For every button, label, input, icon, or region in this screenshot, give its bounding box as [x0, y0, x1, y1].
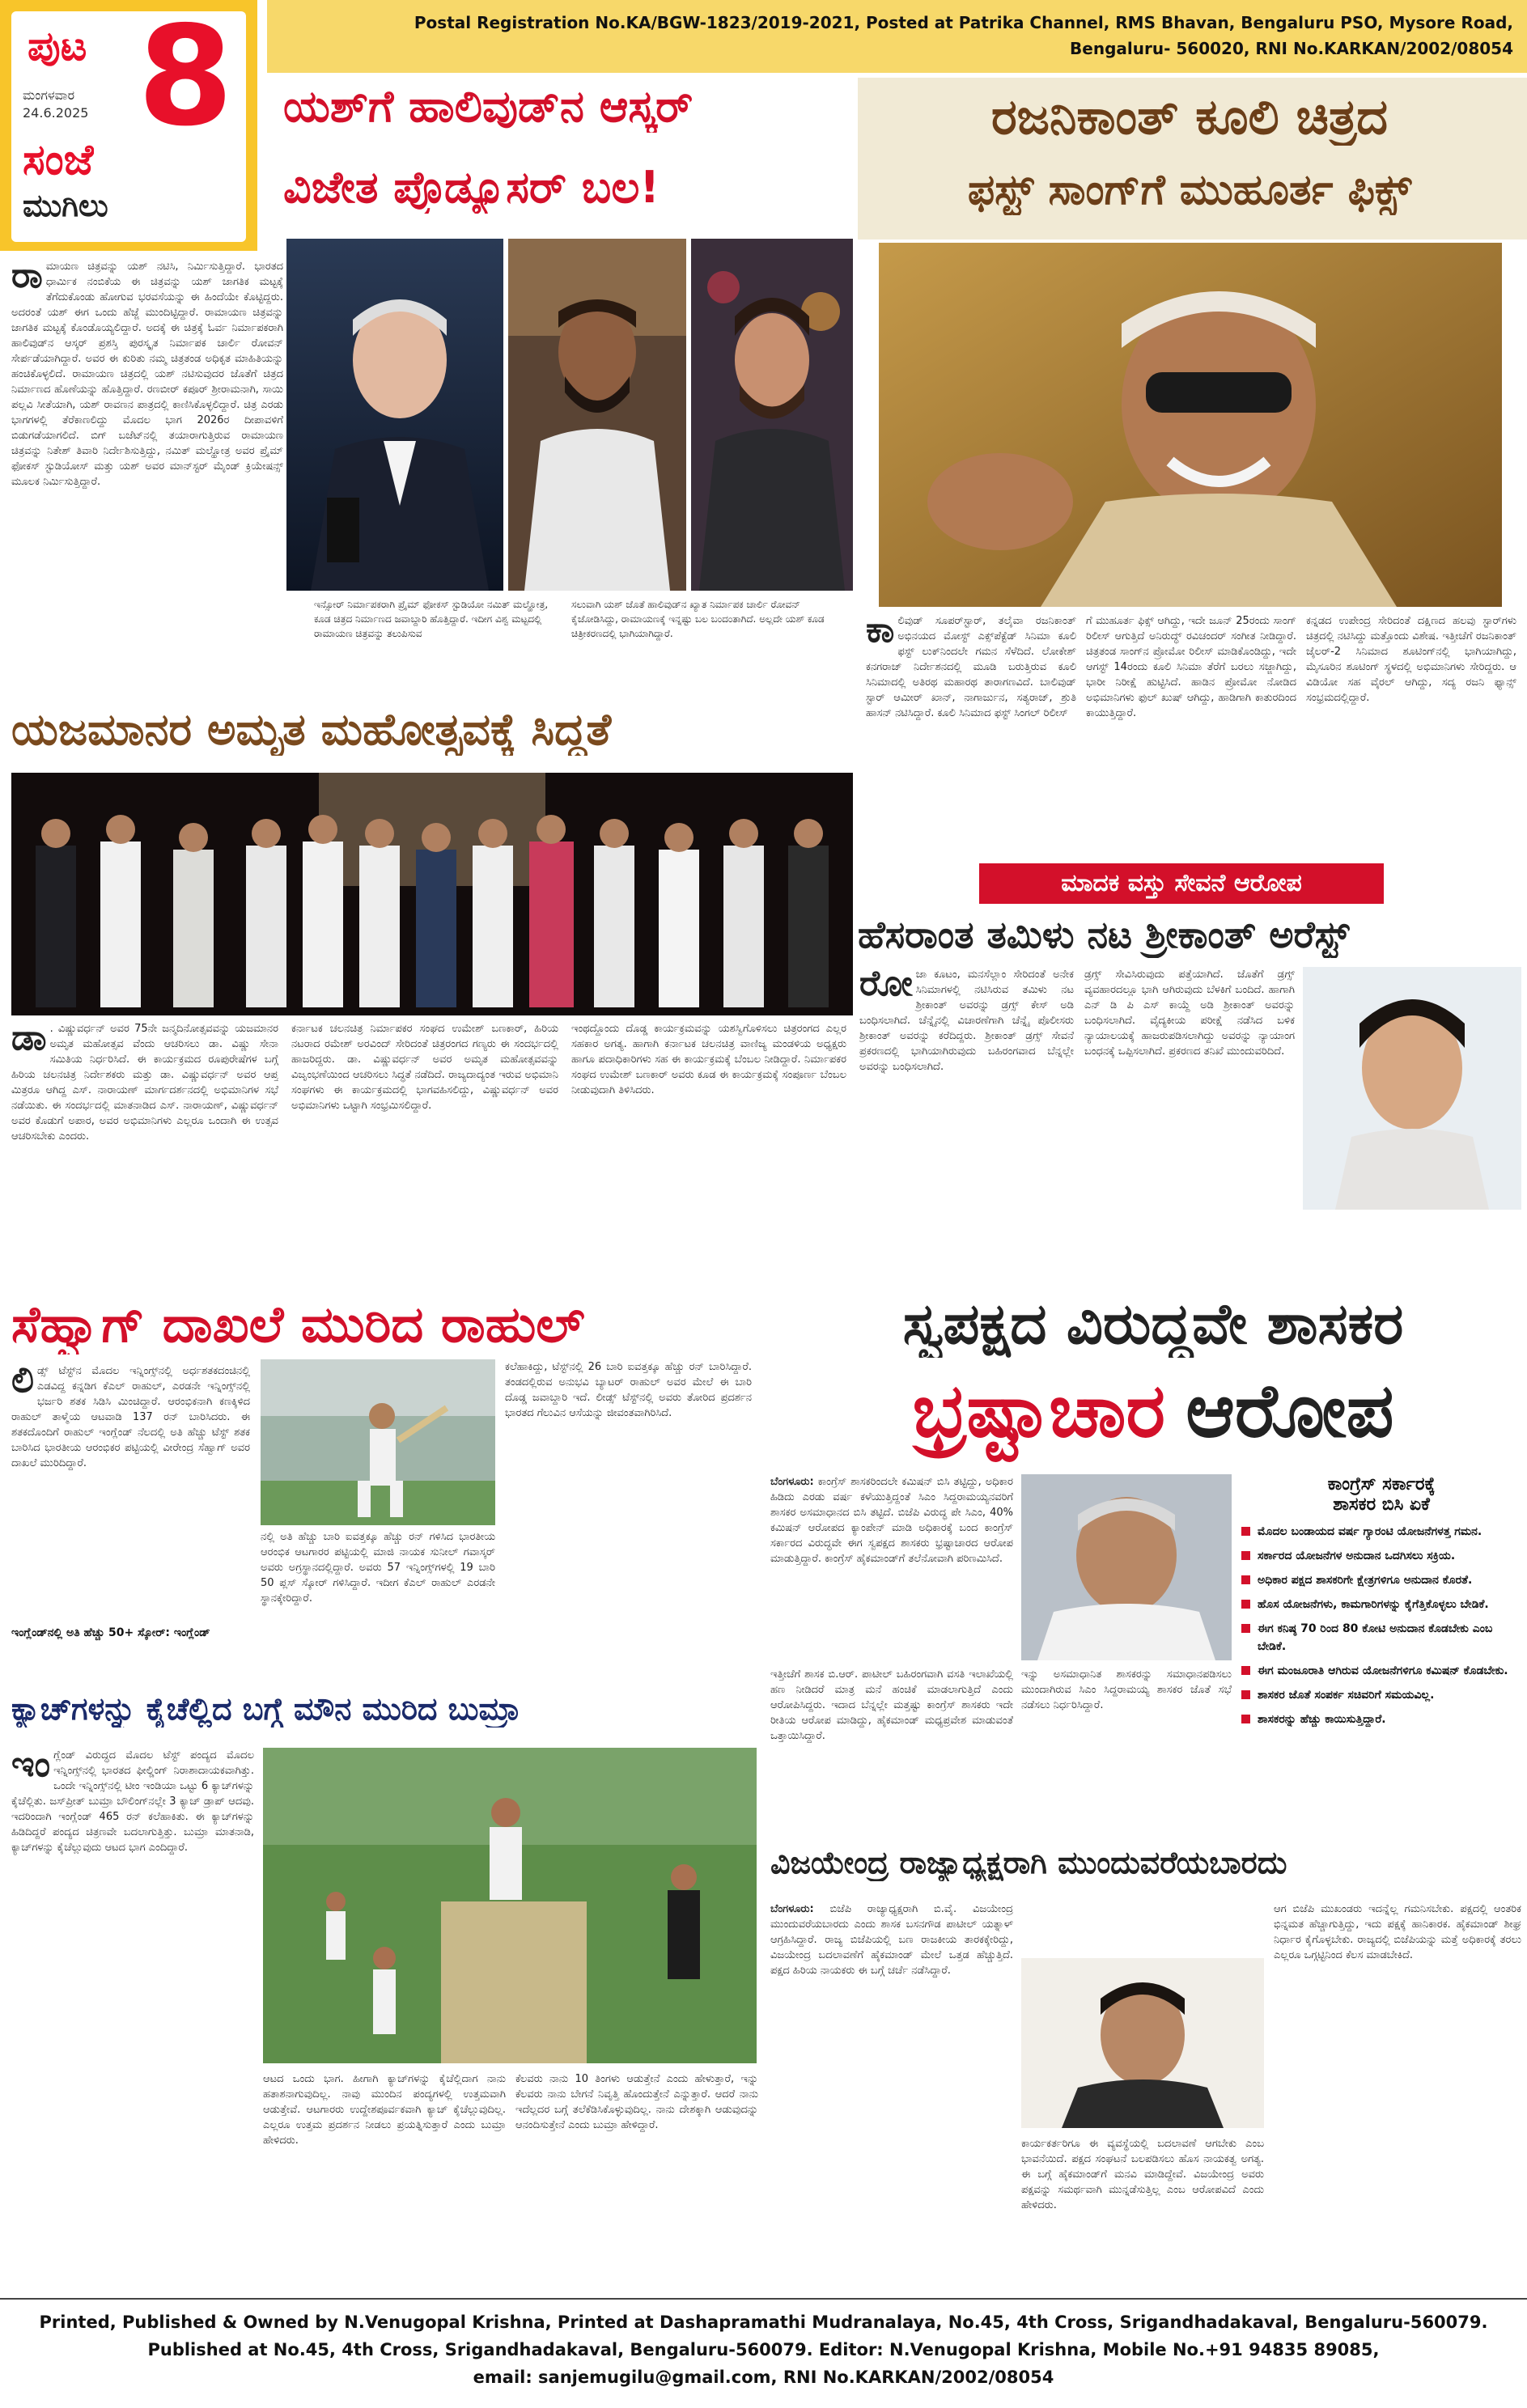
srikanth-tag: ಮಾದಕ ವಸ್ತು ಸೇವನೆ ಆರೋಪ: [979, 863, 1384, 904]
vijayendra-col1: [770, 1901, 1013, 2274]
swapaksha-headline-red: ಭ್ರಷ್ಟಾಚಾರ: [912, 1367, 1166, 1454]
yajamana-col2: ಕರ್ನಾಟಕ ಚಲನಚಿತ್ರ ನಿರ್ಮಾಪಕರ ಸಂಘದ ಉಮೇಶ್ ಬಣಕಾರ್, ಹಿರಿಯ ನಟರಾದ ರಮೇಶ್ ಅರವಿಂದ್ ಸೇರಿದಂತೆ ಚಿತ್ರರಂಗದ ಗಣ್ಯರು ಈ ಸಂದರ್ಭದಲ್ಲಿ ಹಾಜರಿದ್ದರು. ಡಾ. ವಿಷ್ಣುವರ್ಧನ್ ಅವರ ಅಮೃತ ಮಹೋತ್ಸವವನ್ನು ವಿಜೃಂಭಣೆಯಿಂದ ಆಚರಿಸಲು ಸಿದ್ಧತೆ ನಡೆದಿದೆ. ರಾಜ್ಯದಾದ್ಯಂತ ಇರುವ ಅಭಿಮಾನಿ ಸಂಘಗಳು ಈ ಕಾರ್ಯಕ್ರಮದಲ್ಲಿ ಭಾಗವಹಿಸಲಿದ್ದು, ವಿಷ್ಣುವರ್ಧನ್ ಅವರ ಅಭಿಮಾನಿಗಳು ಒಟ್ಟಾಗಿ ಸಂಭ್ರಮಿಸಲಿದ್ದಾರೆ.: [291, 1023, 558, 1112]
yash-drop-cap: ರಾ: [11, 259, 43, 296]
rajini-headline-line2: ಫಸ್ಟ್ ಸಾಂಗ್‌ಗೆ ಮುಹೂರ್ತ ಫಿಕ್ಸ್: [967, 166, 1412, 214]
yash-body-text: ಮಾಯಣ ಚಿತ್ರವನ್ನು ಯಶ್ ನಟಿಸಿ, ನಿರ್ಮಿಸುತ್ತಿದ್ದಾರೆ. ಭಾರತದ ಧಾರ್ಮಿಕ ನಂಬಿಕೆಯ ಈ ಚಿತ್ರವನ್ನು ಯಶ್ ಜಾಗತಿಕ ಮಟ್ಟಕ್ಕೆ ತೆಗೆದುಕೊಂಡು ಹೋಗುವ ಭರವಸೆಯನ್ನು ಈ ಹಿಂದೆಯೇ ಕೊಟ್ಟಿದ್ದರು. ಅದರಂತೆ ಯಶ್ ಈಗ ಒಂದು ಹೆಜ್ಜೆ ಮುಂದಿಟ್ಟಿದ್ದಾರೆ. ರಾಮಾಯಣ ಚಿತ್ರವನ್ನು ಜಾಗತಿಕ ಮಟ್ಟಕ್ಕೆ ಕೊಂಡೊಯ್ಯಲಿದ್ದಾರೆ. ಅದಕ್ಕೆ ಈ ಚಿತ್ರಕ್ಕೆ ಓರ್ವ ನಿರ್ಮಾಪಕರಾಗಿ ಹಾಲಿವುಡ್‌ನ ಆಸ್ಕರ್ ಪ್ರಶಸ್ತಿ ಪುರಸ್ಕೃತ ನಿರ್ಮಾಪಕ ಚಾರ್ಲಿ ರೋವನ್ ಸೇರ್ಪಡೆಯಾಗಿದ್ದಾರೆ. ಅವರ ಈ ಕುರಿತು ನಮ್ಮ ಚಿತ್ರತಂಡ ಅಧಿಕೃತ ಮಾಹಿತಿಯನ್ನು ಹಂಚಿಕೊಳ್ಳಲಿದೆ. ರಾಮಾಯಣ ಚಿತ್ರದಲ್ಲಿ ಯಶ್ ನಟಿಸುವುದರ ಜೊತೆಗೆ ಚಿತ್ರದ ನಿರ್ಮಾಣದ ಹೊಣೆಯನ್ನು ಹೊತ್ತಿದ್ದಾರೆ. ರಣಬೀರ್ ಕಪೂರ್ ಶ್ರೀರಾಮನಾಗಿ, ಸಾಯಿ ಪಲ್ಲವಿ ಸೀತೆಯಾಗಿ, ಯಶ್ ರಾವಣನ ಪಾತ್ರದಲ್ಲಿ ಕಾಣಿಸಿಕೊಳ್ಳಲಿದ್ದಾರೆ. ಚಿತ್ರ ಎರಡು ಭಾಗಗಳಲ್ಲಿ ತೆರೆಕಾಣಲಿದ್ದು ಮೊದಲ ಭಾಗ 2026ರ ದೀಪಾವಳಿಗೆ ಬಿಡುಗಡೆಯಾಗಲಿದೆ. ಬಿಗ್ ಬಜೆಟ್‌ನಲ್ಲಿ ತಯಾರಾಗುತ್ತಿರುವ ರಾಮಾಯಣ ಚಿತ್ರವನ್ನು ನಿತೇಶ್ ತಿವಾರಿ ನಿರ್ದೇಶಿಸುತ್ತಿದ್ದು, ನಮಿತ್ ಮಲ್ಹೋತ್ರ ಅವರ ಪ್ರೈಮ್ ಫೋಕಸ್ ಸ್ಟುಡಿಯೋಸ್ ಮತ್ತು ಯಶ್ ಅವರ ಮಾನ್‌ಸ್ಟರ್ ಮೈಂಡ್ ಕ್ರಿಯೇಷನ್ಸ್ ಮೂಲಕ ನಿರ್ಮಿಸುತ್ತಿದ್ದಾರೆ.: [11, 261, 283, 488]
sidebar-bullet-item: ಅಧಿಕಾರ ಪಕ್ಷದ ಶಾಸಕರಿಗೇ ಕ್ಷೇತ್ರಗಳಿಗೂ ಅನುದಾನ ಕೊರತೆ.: [1241, 1571, 1521, 1589]
puta-label: ಪುಟ: [28, 23, 87, 70]
srikanth-col1: [859, 967, 1074, 1287]
srikanth-col2: ಡ್ರಗ್ಸ್ ಸೇವಿಸಿರುವುದು ಪತ್ತೆಯಾಗಿದೆ. ಜೊತೆಗೆ ಡ್ರಗ್ಸ್ ವ್ಯವಹಾರದಲ್ಲೂ ಭಾಗಿ ಆಗಿರುವುದು ಬೆಳಕಿಗೆ ಬಂದಿದೆ. ಹಾಗಾಗಿ ಎನ್ ಡಿ ಪಿ ಎಸ್ ಕಾಯ್ದೆ ಅಡಿ ಶ್ರೀಕಾಂತ್ ಅವರನ್ನು ಬಂಧಿಸಲಾಗಿದೆ. ವೈದ್ಯಕೀಯ ಪರೀಕ್ಷೆ ನಡೆಸಿದ ಬಳಿಕ ನ್ಯಾಯಾಲಯಕ್ಕೆ ಹಾಜರುಪಡಿಸಲಾಗಿದ್ದು ಅವರನ್ನು ನ್ಯಾಯಾಂಗ ಬಂಧನಕ್ಕೆ ಒಪ್ಪಿಸಲಾಗಿದೆ. ಪ್ರಕರಣದ ತನಿಖೆ ಮುಂದುವರಿದಿದೆ.: [1084, 969, 1295, 1058]
vijayendra-dateline: ಬೆಂಗಳೂರು:: [770, 1903, 814, 1915]
yajamana-col3: ಇಂಥದ್ದೊಂದು ದೊಡ್ಡ ಕಾರ್ಯಕ್ರಮವನ್ನು ಯಶಸ್ವಿಗೊಳಿಸಲು ಚಿತ್ರರಂಗದ ಎಲ್ಲರ ಸಹಕಾರ ಅಗತ್ಯ. ಹಾಗಾಗಿ ಕರ್ನಾಟಕ ಚಲನಚಿತ್ರ ವಾಣಿಜ್ಯ ಮಂಡಳಿಯ ಅಧ್ಯಕ್ಷರು ಹಾಗೂ ಪದಾಧಿಕಾರಿಗಳು ಸಹ ಈ ಕಾರ್ಯಕ್ರಮಕ್ಕೆ ಬೆಂಬಲ ನೀಡಿದ್ದಾರೆ. ನಿರ್ಮಾಪಕರ ಸಂಘದ ಉಮೇಶ್ ಬಣಕಾರ್ ಅವರು ಕೂಡ ಈ ಕಾರ್ಯಕ್ರಮಕ್ಕೆ ಸಂಪೂರ್ಣ ಬೆಂಬಲ ನೀಡುವುದಾಗಿ ತಿಳಿಸಿದರು.: [571, 1023, 846, 1096]
vijayendra-col3: ಆಗ ಬಿಜೆಪಿ ಮುಖಂಡರು ಇದನ್ನೆಲ್ಲ ಗಮನಿಸಬೇಕು. ಪಕ್ಷದಲ್ಲಿ ಆಂತರಿಕ ಭಿನ್ನಮತ ಹೆಚ್ಚಾಗುತ್ತಿದ್ದು, ಇದು ಪಕ್ಷಕ್ಕೆ ಹಾನಿಕಾರಕ. ಹೈಕಮಾಂಡ್ ಶೀಘ್ರ ನಿರ್ಧಾರ ಕೈಗೊಳ್ಳಬೇಕು. ರಾಜ್ಯದಲ್ಲಿ ಬಿಜೆಪಿಯನ್ನು ಮತ್ತೆ ಅಧಿಕಾರಕ್ಕೆ ತರಲು ಎಲ್ಲರೂ ಒಗ್ಗಟ್ಟಿನಿಂದ ಕೆಲಸ ಮಾಡಬೇಕಿದೆ.: [1274, 1903, 1521, 1961]
sehwag-stat: ಇಂಗ್ಲೆಂಡ್‌ನಲ್ಲಿ ಅತಿ ಹೆಚ್ಚು 50+ ಸ್ಕೋರ್: ಇಂಗ್ಲೆಂಡ್: [11, 1626, 210, 1639]
sidebar-bullet-item: ಈಗ ಮಂಜೂರಾತಿ ಆಗಿರುವ ಯೋಜನೆಗಳಿಗೂ ಕಮಿಷನ್ ಕೊಡಬೇಕು.: [1241, 1662, 1521, 1680]
rajini-col2: ಗೆ ಮುಹೂರ್ತ ಫಿಕ್ಸ್ ಆಗಿದ್ದು, ಇದೇ ಜೂನ್ 25ರಂದು ಸಾಂಗ್ ರಿಲೀಸ್ ಆಗುತ್ತಿದೆ ಅನಿರುದ್ಧ್ ರವಿಚಂದರ್ ಸಂಗೀತ ನೀಡಿದ್ದಾರೆ. ಚಿತ್ರತಂಡ ಸಾಂಗ್‌ನ ಪ್ರೋಮೋ ರಿಲೀಸ್ ಮಾಡಿಕೊಂಡಿದ್ದು, ಇದೇ ಆಗಸ್ಟ್ 14ರಂದು ಕೂಲಿ ಸಿನಿಮಾ ತೆರೆಗೆ ಬರಲು ಸಜ್ಜಾಗಿದ್ದು, ಭಾರೀ ನಿರೀಕ್ಷೆ ಹುಟ್ಟಿಸಿದೆ. ಹಾಡಿನ ಪ್ರೋಮೋ ನೋಡಿದ ಅಭಿಮಾನಿಗಳು ಫುಲ್ ಖುಷ್ ಆಗಿದ್ದು, ಹಾಡಿಗಾಗಿ ಕಾತುರದಿಂದ ಕಾಯುತ್ತಿದ್ದಾರೆ.: [1086, 615, 1296, 719]
bumrah-photo: [263, 1748, 757, 2063]
swapaksha-sidebar: [1241, 1474, 1521, 1814]
sehwag-drop-cap: ಲಿ: [11, 1363, 35, 1401]
sidebar-bullet-item: ಶಾಸಕರ ಜೊತೆ ಸಂಪರ್ಕ ಸಚಿವರಿಗೆ ಸಮಯವಿಲ್ಲ.: [1241, 1686, 1521, 1704]
srikanth-drop-cap: ರೋ: [859, 967, 913, 1004]
yash-caption-left: ಇನ್ಸೋರ್ ನಿರ್ಮಾಪಕರಾಗಿ ಪ್ರೈಮ್ ಫೋಕಸ್ ಸ್ಟುಡಿಯೋ ನಮಿತ್ ಮಲ್ಹೋತ್ರ, ಕೂಡ ಚಿತ್ರದ ನಿರ್ಮಾಣದ ಜವಾಬ್ದಾರಿ ಹೊತ್ತಿದ್ದಾರೆ. ಇದೀಗ ವಿಶ್ವ ಮಟ್ಟದಲ್ಲಿ ರಾಮಾಯಣ ಚಿತ್ರವನ್ನು ತಲುಪಿಸುವ: [314, 599, 549, 639]
bumrah-col1: [11, 1748, 254, 2266]
rajini-headline-line1: ರಜನಿಕಾಂತ್ ಕೂಲಿ ಚಿತ್ರದ: [990, 89, 1389, 146]
rajini-col1: [866, 613, 1076, 840]
sidebar-bullet-item: ಮೊದಲ ಬಂಡಾಯದ ವರ್ಷ ಗ್ಯಾರಂಟಿ ಯೋಜನೆಗಳತ್ತ ಗಮನ.: [1241, 1523, 1521, 1541]
footer-line-1: Printed, Published & Owned by N.Venugopal Krishna, Printed at Dashapramathi Mudranalaya, No.45, 4th Cross, Srigandhadakaval, Bengaluru-560079.: [39, 2313, 1488, 2332]
footer-divider: [0, 2298, 1527, 2300]
bumrah-headline: ಕ್ಯಾಚ್‌ಗಳನ್ನು ಕೈಚೆಲ್ಲಿದ ಬಗ್ಗೆ ಮೌನ ಮುರಿದ ಬುಮ್ರಾ: [11, 1691, 520, 1727]
sidebar-bullet-item: ಶಾಸಕರನ್ನು ಹೆಚ್ಚು ಕಾಯಿಸುತ್ತಿದ್ದಾರೆ.: [1241, 1711, 1521, 1728]
bumrah-col1-text: ಗ್ಲೆಂಡ್ ವಿರುದ್ಧದ ಮೊದಲ ಟೆಸ್ಟ್ ಪಂದ್ಯದ ಮೊದಲ ಇನ್ನಿಂಗ್ಸ್‌ನಲ್ಲಿ ಭಾರತದ ಫೀಲ್ಡಿಂಗ್ ನಿರಾಶಾದಾಯಕವಾಗಿತ್ತು. ಒಂದೇ ಇನ್ನಿಂಗ್ಸ್‌ನಲ್ಲಿ ಟೀಂ ಇಂಡಿಯಾ ಒಟ್ಟು 6 ಕ್ಯಾಚ್‌ಗಳನ್ನು ಕೈಚೆಲ್ಲಿತು. ಜಸ್‌ಪ್ರೀತ್ ಬುಮ್ರಾ ಬೌಲಿಂಗ್‌ನಲ್ಲೇ 3 ಕ್ಯಾಚ್ ಡ್ರಾಪ್ ಆದವು. ಇದರಿಂದಾಗಿ ಇಂಗ್ಲೆಂಡ್ 465 ರನ್ ಕಲೆಹಾಕಿತು. ಈ ಕ್ಯಾಚ್‌ಗಳನ್ನು ಹಿಡಿದಿದ್ದರೆ ಪಂದ್ಯದ ಚಿತ್ರಣವೇ ಬದಲಾಗುತ್ತಿತ್ತು. ಬುಮ್ರಾ ಮಾತನಾಡಿ, ಕ್ಯಾಚ್‌ಗಳನ್ನು ಕೈಚೆಲ್ಲುವುದು ಆಟದ ಭಾಗ ಎಂದಿದ್ದಾರೆ.: [11, 1749, 254, 1854]
sidebar-bullet-list: [1241, 1523, 1521, 1728]
sehwag-col3: ಕಲೆಹಾಕಿದ್ದು, ಟೆಸ್ಟ್‌ನಲ್ಲಿ 26 ಬಾರಿ ಐವತ್ತಕ್ಕೂ ಹೆಚ್ಚು ರನ್ ಬಾರಿಸಿದ್ದಾರೆ. ತಂಡದಲ್ಲಿರುವ ಅನುಭವಿ ಬ್ಯಾಟರ್ ರಾಹುಲ್ ಅವರ ಮೇಲೆ ಈ ಬಾರಿ ದೊಡ್ಡ ಜವಾಬ್ದಾರಿ ಇದೆ. ಲೀಡ್ಸ್ ಟೆಸ್ಟ್‌ನಲ್ಲಿ ಅವರು ತೋರಿದ ಪ್ರದರ್ಶನ ಭಾರತದ ಗೆಲುವಿನ ಆಸೆಯನ್ನು ಜೀವಂತವಾಗಿರಿಸಿದೆ.: [505, 1361, 752, 1419]
sehwag-col1-text: ಡ್ಸ್ ಟೆಸ್ಟ್‌ನ ಮೊದಲ ಇನ್ನಿಂಗ್ಸ್‌ನಲ್ಲಿ ಅರ್ಧಶತಕದಂಚಿನಲ್ಲಿ ಎಡವಿದ್ದ ಕನ್ನಡಿಗ ಕೆಎಲ್ ರಾಹುಲ್, ಎರಡನೇ ಇನ್ನಿಂಗ್ಸ್‌ನಲ್ಲಿ ಭರ್ಜರಿ ಶತಕ ಸಿಡಿಸಿ ಮಿಂಚಿದ್ದಾರೆ. ಆರಂಭಿಕನಾಗಿ ಕಣಕ್ಕಿಳಿದ ರಾಹುಲ್ ತಾಳ್ಮೆಯ ಆಟವಾಡಿ 137 ರನ್ ಬಾರಿಸಿದರು. ಈ ಶತಕದೊಂದಿಗೆ ರಾಹುಲ್ ಇಂಗ್ಲೆಂಡ್ ನೆಲದಲ್ಲಿ ಅತಿ ಹೆಚ್ಚು ಟೆಸ್ಟ್ ಶತಕ ಬಾರಿಸಿದ ಭಾರತೀಯ ಆರಂಭಿಕರ ಪಟ್ಟಿಯಲ್ಲಿ ವೀರೇಂದ್ರ ಸೆಹ್ವಾಗ್ ಅವರ ದಾಖಲೆ ಮುರಿದಿದ್ದಾರೆ.: [11, 1365, 250, 1469]
vijayendra-col1-text: ಬಿಜೆಪಿ ರಾಜ್ಯಾಧ್ಯಕ್ಷರಾಗಿ ಬಿ.ವೈ. ವಿಜಯೇಂದ್ರ ಮುಂದುವರೆಯಬಾರದು ಎಂದು ಶಾಸಕ ಬಸನಗೌಡ ಪಾಟೀಲ್ ಯತ್ನಾಳ್ ಆಗ್ರಹಿಸಿದ್ದಾರೆ. ರಾಜ್ಯ ಬಿಜೆಪಿಯಲ್ಲಿ ಬಣ ರಾಜಕೀಯ ತಾರಕಕ್ಕೇರಿದ್ದು, ವಿಜಯೇಂದ್ರ ಬದಲಾವಣೆಗೆ ಹೈಕಮಾಂಡ್ ಮೇಲೆ ಒತ್ತಡ ಹೆಚ್ಚುತ್ತಿದೆ. ಪಕ್ಷದ ಹಿರಿಯ ನಾಯಕರು ಈ ಬಗ್ಗೆ ಚರ್ಚೆ ನಡೆಸಿದ್ದಾರೆ.: [770, 1903, 1013, 1977]
bumrah-drop-cap: ಇಂ: [11, 1748, 51, 1785]
vijayendra-headline: ವಿಜಯೇಂದ್ರ ರಾಜ್ಯಾಧ್ಯಕ್ಷರಾಗಿ ಮುಂದುವರೆಯಬಾರದು: [770, 1845, 1287, 1880]
swapaksha-headline-line1: ಸ್ವಪಕ್ಷದ ವಿರುದ್ಧವೇ ಶಾಸಕರ: [902, 1291, 1404, 1357]
vijayendra-col2: ಕಾರ್ಯಕರ್ತರಿಗೂ ಈ ವ್ಯವಸ್ಥೆಯಲ್ಲಿ ಬದಲಾವಣೆ ಆಗಬೇಕು ಎಂಬ ಭಾವನೆಯಿದೆ. ಪಕ್ಷದ ಸಂಘಟನೆ ಬಲಪಡಿಸಲು ಹೊಸ ನಾಯಕತ್ವ ಅಗತ್ಯ. ಈ ಬಗ್ಗೆ ಹೈಕಮಾಂಡ್‌ಗೆ ಮನವಿ ಮಾಡಿದ್ದೇವೆ. ವಿಜಯೇಂದ್ರ ಅವರು ಪಕ್ಷವನ್ನು ಸಮರ್ಥವಾಗಿ ಮುನ್ನಡೆಸುತ್ತಿಲ್ಲ ಎಂಬ ಆರೋಪವಿದೆ ಎಂದು ಹೇಳಿದರು.: [1021, 2138, 1264, 2211]
swapaksha-body2: ಇತ್ತೀಚೆಗೆ ಶಾಸಕ ಬಿ.ಆರ್. ಪಾಟೀಲ್ ಬಹಿರಂಗವಾಗಿ ವಸತಿ ಇಲಾಖೆಯಲ್ಲಿ ಹಣ ನೀಡಿದರೆ ಮಾತ್ರ ಮನೆ ಹಂಚಿಕೆ ಮಾಡಲಾಗುತ್ತಿದೆ ಎಂದು ಆರೋಪಿಸಿದ್ದರು. ಇದಾದ ಬೆನ್ನಲ್ಲೇ ಮತ್ತಷ್ಟು ಕಾಂಗ್ರೆಸ್ ಶಾಸಕರು ಇದೇ ರೀತಿಯ ಆರೋಪ ಮಾಡಿದ್ದು, ಹೈಕಮಾಂಡ್ ಮಧ್ಯಪ್ರವೇಶ ಮಾಡುವಂತೆ ಒತ್ತಾಯಿಸಿದ್ದಾರೆ.: [770, 1668, 1013, 1742]
rajini-col1-text: ಲಿವುಡ್ ಸೂಪರ್‌ಸ್ಟಾರ್, ತಲೈವಾ ರಜನಿಕಾಂತ್ ಅಭಿನಯದ ಮೋಸ್ಟ್ ಎಕ್ಸ್‌ಪೆಕ್ಟೆಡ್ ಸಿನಿಮಾ ಕೂಲಿ ಫಸ್ಟ್ ಲುಕ್‌ನಿಂದಲೇ ಗಮನ ಸೆಳೆದಿದೆ. ಲೋಕೇಶ್ ಕನಗರಾಜ್ ನಿರ್ದೇಶನದಲ್ಲಿ ಮೂಡಿ ಬರುತ್ತಿರುವ ಕೂಲಿ ಸಿನಿಮಾದಲ್ಲಿ ಅತಿರಥ ಮಹಾರಥ ತಾರಾಗಣವಿದೆ. ಬಾಲಿವುಡ್ ಸ್ಟಾರ್ ಆಮೀರ್ ಖಾನ್, ನಾಗಾರ್ಜುನ, ಸತ್ಯರಾಜ್, ಶ್ರುತಿ ಹಾಸನ್ ನಟಿಸಿದ್ದಾರೆ. ಕೂಲಿ ಸಿನಿಮಾದ ಫಸ್ಟ್ ಸಿಂಗಲ್ ರಿಲೀಸ್: [866, 615, 1076, 719]
footer-line-2: Published at No.45, 4th Cross, Srigandhadakaval, Bengaluru-560079. Editor: N.Venugopal Krishna, Mobile No.+91 94835 89085,: [147, 2340, 1380, 2359]
rajini-drop-cap: ಕಾ: [866, 613, 895, 651]
page-number: 8: [138, 8, 234, 146]
yajamana-photo: [11, 773, 853, 1015]
yash-caption-right: ಸಲುವಾಗಿ ಯಶ್ ಜೊತೆ ಹಾಲಿವುಡ್‌ನ ಖ್ಯಾತ ನಿರ್ಮಾಪಕ ಚಾರ್ಲಿ ರೋವನ್ ಕೈಜೋಡಿಸಿದ್ದು, ರಾಮಾಯಣಕ್ಕೆ ಇನ್ನಷ್ಟು ಬಲ ಬಂದಂತಾಗಿದೆ. ಅಲ್ಲದೇ ಯಶ್ ಕೂಡ ಚಿತ್ರೀಕರಣದಲ್ಲಿ ಭಾಗಿಯಾಗಿದ್ದಾರೆ.: [571, 599, 825, 639]
swapaksha-body3: ಇನ್ನು ಅಸಮಾಧಾನಿತ ಶಾಸಕರನ್ನು ಸಮಾಧಾನಪಡಿಸಲು ಮುಂದಾಗಿರುವ ಸಿಎಂ ಸಿದ್ದರಾಮಯ್ಯ ಶಾಸಕರ ಜೊತೆ ಸಭೆ ನಡೆಸಲು ನಿರ್ಧರಿಸಿದ್ದಾರೆ.: [1021, 1668, 1232, 1711]
yash-photo-3: [691, 239, 853, 591]
srikanth-photo: [1303, 967, 1521, 1210]
bumrah-col3: ಕೆಲವರು ನಾನು 10 ತಿಂಗಳು ಆಡುತ್ತೇನೆ ಎಂದು ಹೇಳುತ್ತಾರೆ, ಇನ್ನು ಕೆಲವರು ನಾನು ಬೇಗನೆ ನಿವೃತ್ತಿ ಹೊಂದುತ್ತೇನೆ ಎನ್ನುತ್ತಾರೆ. ಆದರೆ ನಾನು ಇದೆಲ್ಲದರ ಬಗ್ಗೆ ತಲೆಕೆಡಿಸಿಕೊಳ್ಳುವುದಿಲ್ಲ. ನಾನು ದೇಶಕ್ಕಾಗಿ ಆಡುವುದನ್ನು ಆನಂದಿಸುತ್ತೇನೆ ಎಂದು ಬುಮ್ರಾ ಹೇಳಿದ್ದಾರೆ.: [515, 2073, 758, 2131]
siddaramaiah-photo: [1021, 1474, 1232, 1660]
postal-bar: [267, 0, 1527, 73]
yajamana-drop-cap: ಡಾ: [11, 1021, 47, 1058]
footer-line-3: email: sanjemugilu@gmail.com, RNI No.KARKAN/2002/08054: [473, 2368, 1054, 2387]
swapaksha-lead: ಕಾಂಗ್ರೆಸ್ ಶಾಸಕರಿಂದಲೇ ಕಮಿಷನ್ ಬಿಸಿ ತಟ್ಟಿದ್ದು, ಅಧಿಕಾರ ಹಿಡಿದು ಎರಡು ವರ್ಷ ಕಳೆಯುತ್ತಿದ್ದಂತೆ ಸಿಎಂ ಸಿದ್ದರಾಮಯ್ಯನವರಿಗೆ ಶಾಸಕರ ಅಸಮಾಧಾನದ ಬಿಸಿ ತಟ್ಟಿದೆ. ಬಿಜೆಪಿ ವಿರುದ್ಧ ಪೇ ಸಿಎಂ, 40% ಕಮಿಷನ್ ಆರೋಪದ ಕ್ಯಾಂಪೇನ್ ಮಾಡಿ ಅಧಿಕಾರಕ್ಕೆ ಬಂದ ಕಾಂಗ್ರೆಸ್ ಸರ್ಕಾರದ ವಿರುದ್ಧವೇ ಈಗ ಸ್ವಪಕ್ಷದ ಶಾಸಕರು ಭ್ರಷ್ಟಾಚಾರದ ಆರೋಪ ಮಾಡುತ್ತಿದ್ದಾರೆ. ಕಾಂಗ್ರೆಸ್ ಹೈಕಮಾಂಡ್‌ಗೆ ತಲೆನೋವಾಗಿ ಪರಿಣಮಿಸಿದೆ.: [770, 1476, 1013, 1565]
yajamana-col1: [11, 1021, 278, 1284]
sehwag-photo: [261, 1359, 495, 1525]
srikanth-col1-text: ಜಾ ಕೂಟಂ, ಮನಸೆಲ್ಲಾಂ ಸೇರಿದಂತೆ ಅನೇಕ ಸಿನಿಮಾಗಳಲ್ಲಿ ನಟಿಸಿರುವ ತಮಿಳು ನಟ ಶ್ರೀಕಾಂತ್ ಅವರನ್ನು ಡ್ರಗ್ಸ್ ಕೇಸ್ ಅಡಿ ಬಂಧಿಸಲಾಗಿದೆ. ಚೆನ್ನೈನಲ್ಲಿ ವಿಚಾರಣೆಗಾಗಿ ಚೆನ್ನೈ ಪೊಲೀಸರು ಶ್ರೀಕಾಂತ್ ಅವರನ್ನು ಕರೆದಿದ್ದರು. ಶ್ರೀಕಾಂತ್ ಡ್ರಗ್ಸ್ ಸೇವನೆ ಪ್ರಕರಣದಲ್ಲಿ ಭಾಗಿಯಾಗಿರುವುದು ಬಹಿರಂಗವಾದ ಬೆನ್ನಲ್ಲೇ ಅವರನ್ನು ಬಂಧಿಸಲಾಗಿದೆ.: [859, 969, 1074, 1073]
sidebar-title-line2: ಶಾಸಕರ ಬಿಸಿ ಏಕೆ: [1333, 1494, 1430, 1515]
swapaksha-dateline: ಬೆಂಗಳೂರು:: [770, 1476, 814, 1488]
yash-headline-line1: ಯಶ್‌ಗೆ ಹಾಲಿವುಡ್‌ನ ಆಸ್ಕರ್: [283, 81, 694, 132]
date-label: 24.6.2025: [23, 105, 89, 121]
yash-body: [11, 259, 283, 663]
vijayendra-photo: [1021, 1958, 1264, 2128]
yash-photo-2: [508, 239, 686, 591]
rajini-col3: ಕನ್ನಡದ ಉಪೇಂದ್ರ ಸೇರಿದಂತೆ ದಕ್ಷಿಣದ ಹಲವು ಸ್ಟಾರ್‌ಗಳು ಚಿತ್ರದಲ್ಲಿ ನಟಿಸಿದ್ದು ಮತ್ತೊಂದು ವಿಶೇಷ. ಇತ್ತೀಚೆಗೆ ರಜನಿಕಾಂತ್ ಜೈಲರ್-2 ಸಿನಿಮಾದ ಶೂಟಿಂಗ್‌ನಲ್ಲಿ ಭಾಗಿಯಾಗಿದ್ದು, ಮೈಸೂರಿನ ಶೂಟಿಂಗ್ ಸ್ಥಳದಲ್ಲಿ ಅಭಿಮಾನಿಗಳು ಸೇರಿದ್ದರು. ಆ ವಿಡಿಯೋ ಸಹ ವೈರಲ್ ಆಗಿದ್ದು, ಸದ್ಯ ರಜನಿ ಫ್ಯಾನ್ಸ್ ಸಂಭ್ರಮದಲ್ಲಿದ್ದಾರೆ.: [1306, 615, 1516, 704]
paper-name-line1: ಸಂಜೆ: [23, 136, 94, 184]
sehwag-col2: ನಲ್ಲಿ ಅತಿ ಹೆಚ್ಚು ಬಾರಿ ಐವತ್ತಕ್ಕೂ ಹೆಚ್ಚು ರನ್ ಗಳಿಸಿದ ಭಾರತೀಯ ಆರಂಭಿಕ ಆಟಗಾರರ ಪಟ್ಟಿಯಲ್ಲಿ ಮಾಜಿ ನಾಯಕ ಸುನೀಲ್ ಗವಾಸ್ಕರ್ ಅವರು ಅಗ್ರಸ್ಥಾನದಲ್ಲಿದ್ದಾರೆ. ಅವರು 57 ಇನ್ನಿಂಗ್ಸ್‌ಗಳಲ್ಲಿ 19 ಬಾರಿ 50 ಪ್ಲಸ್ ಸ್ಕೋರ್ ಗಳಿಸಿದ್ದಾರೆ. ಇದೀಗ ಕೆಎಲ್ ರಾಹುಲ್ ಎರಡನೇ ಸ್ಥಾನಕ್ಕೇರಿದ್ದಾರೆ.: [261, 1531, 495, 1605]
yajamana-col1-text: . ವಿಷ್ಣುವರ್ಧನ್ ಅವರ 75ನೇ ಜನ್ಮದಿನೋತ್ಸವವನ್ನು ಯಜಮಾನರ ಅಮೃತ ಮಹೋತ್ಸವ ವೆಂದು ಆಚರಿಸಲು ಡಾ. ವಿಷ್ಣು ಸೇನಾ ಸಮಿತಿಯ ನಿರ್ಧರಿಸಿದೆ. ಈ ಕಾರ್ಯಕ್ರಮದ ರೂಪುರೇಷೆಗಳ ಬಗ್ಗೆ ಹಿರಿಯ ಚಲನಚಿತ್ರ ನಿರ್ದೇಶಕರು ಮತ್ತು ಡಾ. ವಿಷ್ಣುವರ್ಧನ್ ಅವರ ಆಪ್ತ ಮಿತ್ರರೂ ಆಗಿದ್ದ ಎಸ್. ನಾರಾಯಣ್ ಮಾರ್ಗದರ್ಶನದಲ್ಲಿ ಅಭಿಮಾನಿಗಳ ಸಭೆ ನಡೆಯಿತು. ಈ ಸಂದರ್ಭದಲ್ಲಿ ಮಾತನಾಡಿದ ಎಸ್. ನಾರಾಯಣ್, ವಿಷ್ಣುವರ್ಧನ್ ಅವರ ಕೊಡುಗೆ ಅಪಾರ, ಅವರ ಅಭಿಮಾನಿಗಳು ಎಲ್ಲರೂ ಒಂದಾಗಿ ಈ ಉತ್ಸವ ಆಚರಿಸಬೇಕು ಎಂದರು.: [11, 1023, 278, 1143]
sidebar-bullet-item: ಈಗ ಕನಿಷ್ಠ 70 ರಿಂದ 80 ಕೋಟಿ ಅನುದಾನ ಕೊಡಬೇಕು ಎಂಬ ಬೇಡಿಕೆ.: [1241, 1620, 1521, 1656]
sehwag-col1: [11, 1363, 250, 1622]
srikanth-headline: ಹೆಸರಾಂತ ತಮಿಳು ನಟ ಶ್ರೀಕಾಂತ್ ಅರೆಸ್ಟ್: [858, 913, 1350, 956]
sehwag-headline: ಸೆಹ್ವಾಗ್ ದಾಖಲೆ ಮುರಿದ ರಾಹುಲ್: [11, 1295, 585, 1354]
sidebar-bullet-item: ಸರ್ಕಾರದ ಯೋಜನೆಗಳ ಅನುದಾನ ಒದಗಿಸಲು ಸಕ್ರಿಯ.: [1241, 1547, 1521, 1565]
paper-name-line2: ಮುಗಿಲು: [23, 188, 108, 223]
yash-headline-line2: ವಿಜೇತ ಪ್ರೊಡ್ಯೂಸರ್ ಬಲ!: [283, 162, 660, 213]
sidebar-title-line1: ಕಾಂಗ್ರೆಸ್ ಸರ್ಕಾರಕ್ಕೆ: [1327, 1474, 1436, 1494]
swapaksha-headline-line2: [785, 1367, 1521, 1456]
day-label: ಮಂಗಳವಾರ: [23, 87, 75, 103]
yash-photo-1: [286, 239, 503, 591]
sidebar-bullet-item: ಹೊಸ ಯೋಜನೆಗಳು, ಕಾಮಗಾರಿಗಳನ್ನು ಕೈಗೆತ್ತಿಕೊಳ್ಳಲು ಬೇಡಿಕೆ.: [1241, 1596, 1521, 1613]
postal-line-1: Postal Registration No.KA/BGW-1823/2019-2021, Posted at Patrika Channel, RMS Bhavan, Bengaluru PSO, Mysore Road,: [414, 13, 1513, 32]
rajini-photo: [879, 243, 1502, 607]
bumrah-col2: ಆಟದ ಒಂದು ಭಾಗ. ಹೀಗಾಗಿ ಕ್ಯಾಚ್‌ಗಳನ್ನು ಕೈಚೆಲ್ಲಿದಾಗ ನಾನು ಹತಾಶನಾಗುವುದಿಲ್ಲ. ನಾವು ಮುಂದಿನ ಪಂದ್ಯಗಳಲ್ಲಿ ಉತ್ತಮವಾಗಿ ಆಡುತ್ತೇವೆ. ಆಟಗಾರರು ಉದ್ದೇಶಪೂರ್ವಕವಾಗಿ ಕ್ಯಾಚ್ ಕೈಚೆಲ್ಲುವುದಿಲ್ಲ. ಎಲ್ಲರೂ ಉತ್ತಮ ಪ್ರದರ್ಶನ ನೀಡಲು ಪ್ರಯತ್ನಿಸುತ್ತಾರೆ ಎಂದು ಬುಮ್ರಾ ಹೇಳಿದರು.: [263, 2073, 506, 2147]
postal-line-2: Bengaluru- 560020, RNI No.KARKAN/2002/08054: [1070, 39, 1513, 58]
swapaksha-headline-black: ಆರೋಪ: [1186, 1367, 1394, 1454]
yajamana-headline: ಯಜಮಾನರ ಅಮೃತ ಮಹೋತ್ಸವಕ್ಕೆ ಸಿದ್ಧತೆ: [11, 704, 612, 755]
